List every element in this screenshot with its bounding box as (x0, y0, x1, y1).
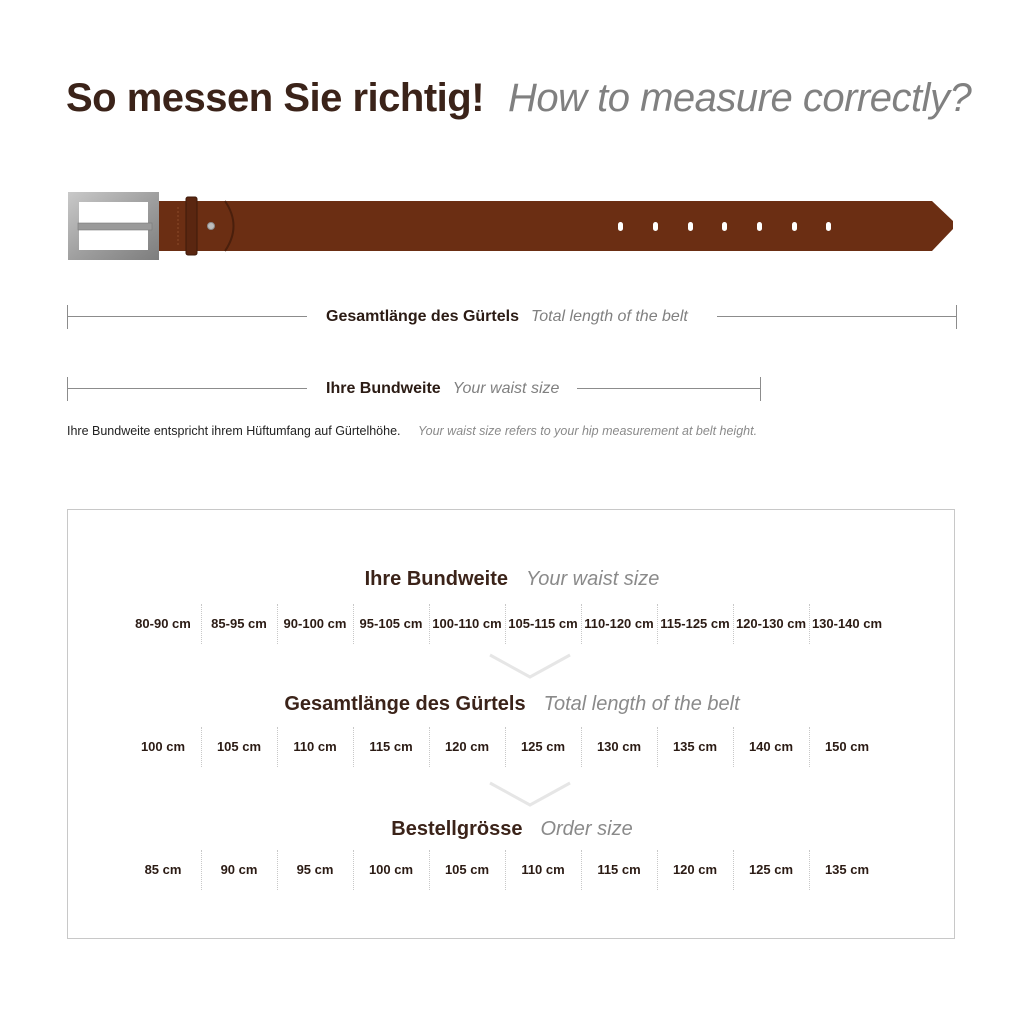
belt-strap (148, 201, 953, 251)
cell-divider (353, 850, 354, 890)
page-title-de: So messen Sie richtig! (66, 76, 485, 120)
cell-divider (353, 727, 354, 767)
table-cell: 85 cm (144, 862, 182, 877)
table-cell: 135 cm (672, 739, 718, 754)
table-cell: 110 cm (293, 739, 337, 754)
table-cell: 85-95 cm (211, 616, 267, 631)
cell-divider (201, 727, 202, 767)
total-length-label-en: Total length of the belt (530, 308, 688, 325)
waist-section-title-de: Ihre Bundweite (364, 568, 508, 590)
waist-section-title-en: Your waist size (525, 568, 660, 590)
size-table-panel (67, 509, 955, 939)
belt-illustration (60, 185, 964, 265)
cell-divider (201, 604, 202, 644)
cell-divider (429, 727, 430, 767)
waist-size-label-en: Your waist size (452, 380, 560, 397)
belt-hole (722, 222, 727, 231)
cell-divider (657, 604, 658, 644)
cell-divider (733, 727, 734, 767)
table-cell: 100 cm (140, 739, 186, 754)
table-cell: 115 cm (369, 739, 413, 754)
belt-keeper (186, 197, 197, 255)
table-cell: 100-110 cm (432, 616, 502, 631)
waist-section-title (68, 568, 956, 591)
waist-size-label-de: Ihre Bundweite (326, 380, 441, 397)
cell-divider (733, 604, 734, 644)
cell-divider (277, 604, 278, 644)
cell-divider (733, 850, 734, 890)
cell-divider (809, 727, 810, 767)
table-cell: 130 cm (596, 739, 642, 754)
table-cell: 110 cm (521, 862, 565, 877)
cell-divider (277, 727, 278, 767)
total-section-title-de: Gesamtlänge des Gürtels (284, 693, 526, 715)
table-cell: 105-115 cm (508, 616, 578, 631)
cell-divider (505, 727, 506, 767)
belt-rivet-icon (208, 223, 215, 230)
cell-divider (581, 850, 582, 890)
table-cell: 105 cm (444, 862, 490, 877)
table-cell: 115 cm (597, 862, 641, 877)
note-en: Your waist size refers to your hip measurement at belt height. (418, 424, 758, 438)
cell-divider (581, 727, 582, 767)
table-cell: 115-125 cm (660, 616, 730, 631)
cell-divider (353, 604, 354, 644)
waist-size-label (326, 377, 559, 401)
belt-hole (826, 222, 831, 231)
belt-hole (653, 222, 658, 231)
cell-divider (505, 604, 506, 644)
table-cell: 120 cm (444, 739, 490, 754)
belt-hole (757, 222, 762, 231)
cell-divider (429, 604, 430, 644)
cell-divider (657, 727, 658, 767)
table-cell: 100 cm (368, 862, 414, 877)
table-cell: 140 cm (748, 739, 794, 754)
note-de: Ihre Bundweite entspricht ihrem Hüftumfang auf Gürtelhöhe. (67, 424, 401, 438)
total-section-title (68, 693, 956, 716)
total-length-measure (67, 305, 957, 329)
table-cell: 95-105 cm (359, 616, 423, 631)
table-cell: 125 cm (748, 862, 794, 877)
table-cell: 130-140 cm (811, 616, 883, 631)
total-section-title-en: Total length of the belt (543, 693, 740, 715)
table-cell: 90 cm (220, 862, 258, 877)
page-title-en: How to measure correctly? (508, 76, 972, 120)
belt-hole (688, 222, 693, 231)
cell-divider (581, 604, 582, 644)
cell-divider (277, 850, 278, 890)
total-length-label (326, 305, 688, 329)
table-cell: 90-100 cm (283, 616, 347, 631)
waist-size-measure (67, 377, 761, 401)
cell-divider (201, 850, 202, 890)
order-section-title-en: Order size (540, 818, 633, 840)
table-cell: 95 cm (296, 862, 334, 877)
cell-divider (657, 850, 658, 890)
chevron-down-icon (488, 781, 572, 807)
table-cell: 150 cm (824, 739, 870, 754)
cell-divider (429, 850, 430, 890)
table-cell: 125 cm (520, 739, 566, 754)
chevron-down-icon (488, 653, 572, 679)
order-section-title (68, 818, 956, 841)
cell-divider (809, 850, 810, 890)
belt-hole (792, 222, 797, 231)
cell-divider (505, 850, 506, 890)
table-cell: 120 cm (672, 862, 718, 877)
order-section-title-de: Bestellgrösse (391, 818, 523, 840)
cell-divider (809, 604, 810, 644)
table-cell: 120-130 cm (735, 616, 807, 631)
table-cell: 105 cm (216, 739, 262, 754)
table-cell: 80-90 cm (135, 616, 191, 631)
table-cell: 135 cm (824, 862, 870, 877)
belt-hole (618, 222, 623, 231)
table-cell: 110-120 cm (584, 616, 654, 631)
total-length-label-de: Gesamtlänge des Gürtels (326, 308, 519, 325)
